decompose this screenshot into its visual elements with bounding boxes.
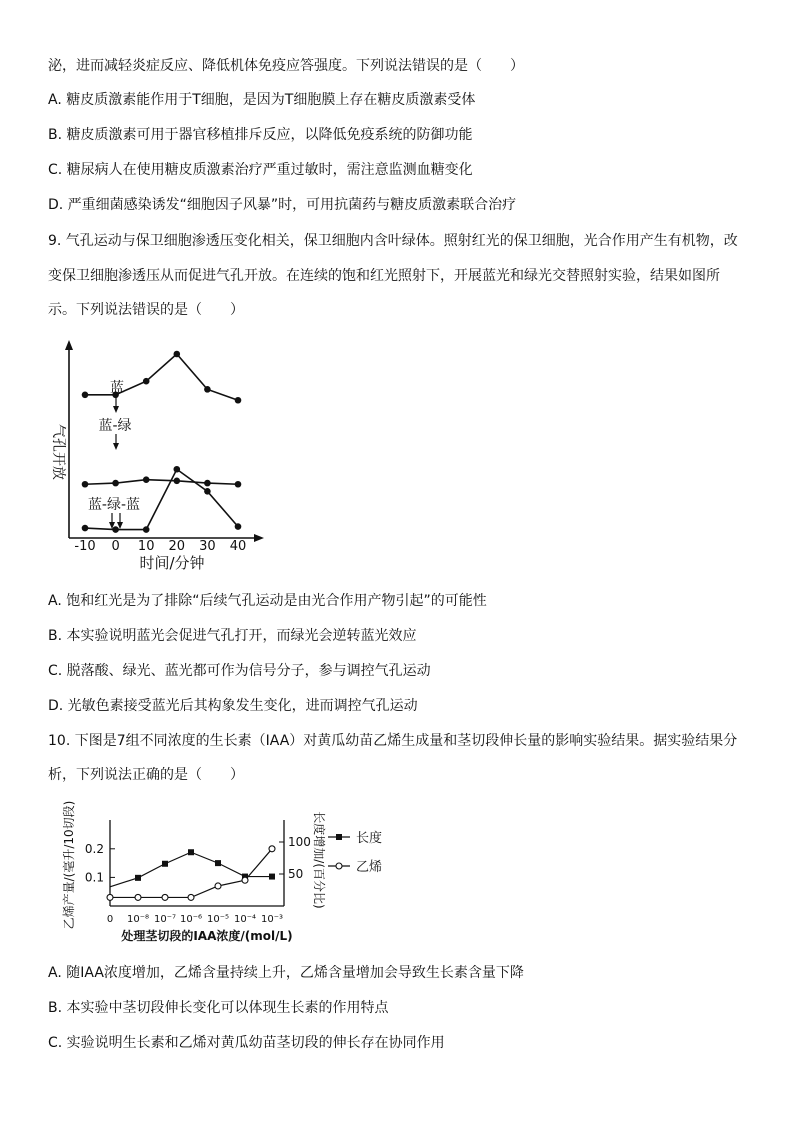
data-point [204,386,211,393]
data-point-square [162,861,168,867]
left-tick-label: 0.1 [84,870,104,885]
arrow-blue-green-head [113,443,119,450]
option-line: A. 饱和红光是为了排除“后续气孔运动是由光合作用产物引起”的可能性 [48,593,487,609]
x-axis-arrow [254,534,264,542]
option-line: C. 脱落酸、绿光、蓝光都可作为信号分子，参与调控气孔运动 [48,663,431,679]
data-point [174,478,181,485]
x-tick-label: 10⁻⁷ [153,914,177,925]
legend-ethylene-marker [336,863,342,869]
x-tick-label: 10⁻⁵ [206,914,230,925]
x-tick-label: 10⁻³ [260,914,284,925]
legend-ethylene-label: 乙烯 [356,860,383,875]
option-line: B. 本实验中茎切段伸长变化可以体现生长素的作用特点 [48,1000,389,1016]
question-line: 10. 下图是7组不同浓度的生长素（IAA）对黄瓜幼苗乙烯生成量和茎切段伸长量的影响实验结果。据实验结果分 [48,733,738,749]
stomata-chart-group [50,340,264,572]
data-point [143,476,150,483]
option-line: A. 随IAA浓度增加，乙烯含量持续上升，乙烯含量增加会导致生长素含量下降 [48,965,524,981]
y-axis-arrow [65,340,73,350]
question-line: 示。下列说法错误的是（ ） [48,302,244,318]
question-line: 变保卫细胞渗透压从而促进气孔开放。在连续的饱和红光照射下，开展蓝光和绿光交替照射实验，结果如图所 [48,268,720,284]
data-point-circle [242,877,248,883]
series-line [110,849,272,898]
data-point [112,480,119,487]
data-point [235,397,242,404]
data-point-circle [107,894,113,900]
x-tick-label: 20 [168,539,186,554]
x-axis-label: 时间/分钟 [139,554,205,572]
data-point-square [135,875,141,881]
right-tick-label: 50 [288,867,304,881]
option-line: D. 光敏色素接受蓝光后其构象发生变化，进而调控气孔运动 [48,698,418,714]
option-line: D. 严重细菌感染诱发“细胞因子风暴”时，可用抗菌药与糖皮质激素联合治疗 [48,197,517,213]
text-line: 泌，进而减轻炎症反应、降低机体免疫应答强度。下列说法错误的是（ ） [48,58,524,74]
data-point [235,481,242,488]
x-axis-label: 处理茎切段的IAA浓度/(mol/L) [121,929,293,943]
x-tick-label: 0 [111,539,120,554]
annotation-blue: 蓝 [110,380,124,396]
x-tick-label: 30 [199,539,216,554]
data-point [235,523,242,530]
right-y-label: 长度增加/(百分比) [312,811,326,909]
option-line: C. 实验说明生长素和乙烯对黄瓜幼苗茎切段的伸长存在协同作用 [48,1035,445,1051]
series-line [85,480,238,485]
x-tick-label: 10⁻⁴ [233,914,257,925]
data-point [112,526,119,533]
question-line: 析，下列说法正确的是（ ） [48,767,244,783]
x-tick-label: 40 [229,539,247,554]
data-point-circle [215,883,221,889]
y-axis-label: 气孔开放 [50,424,66,480]
data-point-circle [269,846,275,852]
left-y-label: 乙烯产量/(毫升/10切段) [62,800,76,930]
data-point [82,481,89,488]
arrow-blue-head [113,406,119,413]
data-point-square [215,860,221,866]
x-tick-label: 10⁻⁸ [126,914,150,925]
data-point [143,378,150,385]
option-line: B. 本实验说明蓝光会促进气孔打开，而绿光会逆转蓝光效应 [48,628,417,644]
annotation-blue-green-blue: 蓝-绿-蓝 [87,497,141,513]
iaa-chart-group [61,801,382,943]
data-point [82,525,89,532]
data-point [174,466,181,473]
question-line: 9. 气孔运动与保卫细胞渗透压变化相关，保卫细胞内含叶绿体。照射红光的保卫细胞，光合作用产生有机物，改 [48,233,738,249]
option-line: B. 糖皮质激素可用于器官移植排斥反应，以降低免疫系统的防御功能 [48,127,473,143]
option-line: A. 糖皮质激素能作用于T细胞，是因为T细胞膜上存在糖皮质激素受体 [48,92,476,108]
x-tick-label: 10 [137,539,155,554]
option-line: C. 糖尿病人在使用糖皮质激素治疗严重过敏时，需注意监测血糖变化 [48,162,473,178]
data-point-circle [135,894,141,900]
data-point [174,351,181,358]
data-point-circle [188,894,194,900]
x-tick-label: -10 [74,539,96,554]
data-point [204,480,211,487]
legend-length-marker [336,834,342,840]
x-tick-label: 10⁻⁶ [179,914,203,925]
x-tick-label: 0 [106,914,114,925]
data-point-square [269,874,275,880]
data-point-circle [162,894,168,900]
left-tick-label: 0.2 [84,841,104,856]
data-point [143,526,150,533]
annotation-blue-green: 蓝-绿 [98,418,132,434]
data-point [82,392,89,399]
right-tick-label: 100 [288,835,311,849]
series-line [85,354,238,400]
legend-length-label: 长度 [356,831,383,846]
data-point-square [188,849,194,855]
data-point [204,488,211,495]
